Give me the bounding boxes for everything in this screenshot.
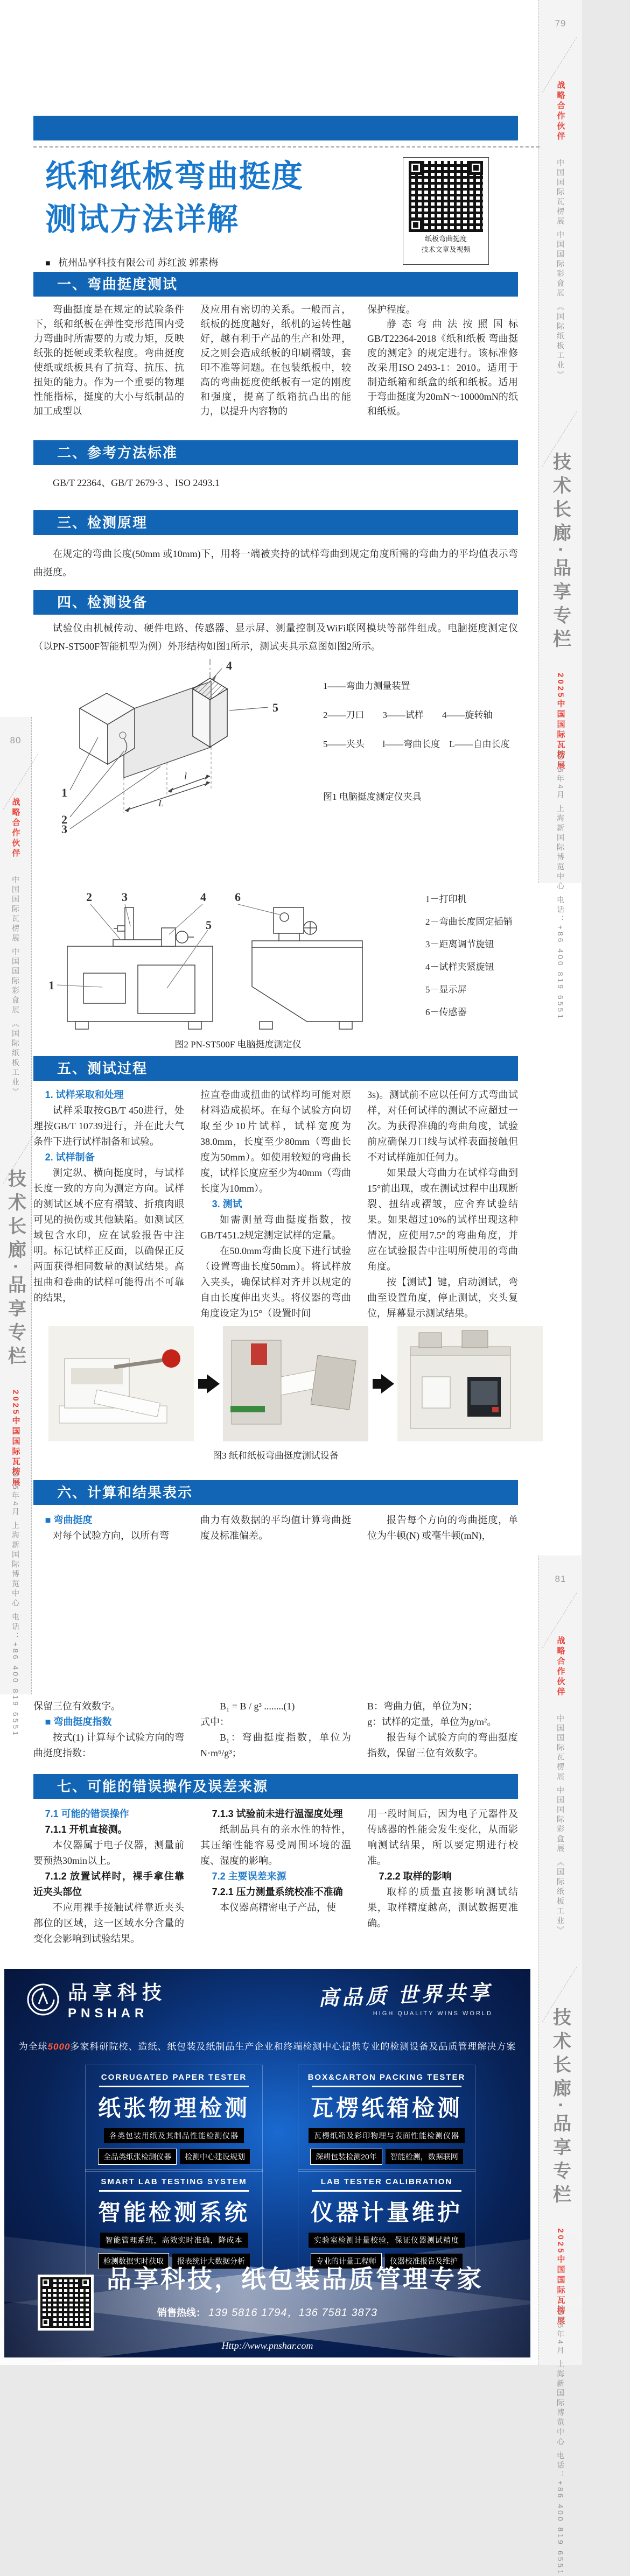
qr-caption-1: 纸板弯曲挺度 xyxy=(424,235,467,243)
paragraph: 1－打印机 xyxy=(425,894,467,904)
motto-cn: 高品质 世界共享 xyxy=(318,1981,493,2010)
pnshar-logo-icon xyxy=(26,1982,60,2017)
column-2 xyxy=(200,302,351,419)
column-2 xyxy=(200,1087,351,1321)
column-3 xyxy=(367,1806,518,1947)
qr-eye-icon xyxy=(40,2277,51,2288)
page-number: 80 xyxy=(10,735,22,745)
section-7-body xyxy=(33,1806,518,1947)
title-line-1: 纸和纸板弯曲挺度 xyxy=(45,159,304,194)
card-tag: 仪器校准报告及维护 xyxy=(385,2254,463,2269)
tagline-suffix: 多家科研院校、造纸、纸包装及纸制品生产企业和终端检测中心提供专业的检测设备及品质管理解决方案 xyxy=(70,2042,516,2052)
svg-text:l: l xyxy=(184,771,187,782)
author-text: 杭州品享科技有限公司 苏红波 郭素梅 xyxy=(58,257,219,268)
paragraph: 如果最大弯曲力在试样弯曲到15°前出现，或在测试过程中出现断裂、扭结或褶皱，应舍弃试验结果。如果超过10%的试样出现这种情况，应使用7.5°的弯曲角度，并应在试验报告中注明所使用的弯曲角度。 xyxy=(367,1167,518,1272)
paragraph: 如需测量弯曲挺度指数，按GB/T451.2规定测定试样的定量。 xyxy=(200,1214,351,1241)
column-title: 技术长廊·品享专栏 xyxy=(5,1169,26,1370)
paragraph: 7.1 可能的错误操作 xyxy=(45,1808,129,1819)
paragraph: 7.2.1 压力测量系统校准不准确 xyxy=(212,1887,343,1897)
brand-motto xyxy=(318,1979,493,2017)
column-3 xyxy=(367,1699,518,1761)
column-1 xyxy=(33,302,184,419)
ad-tagline xyxy=(4,2039,530,2052)
tagline-prefix: 为全球 xyxy=(18,2042,48,2052)
paragraph: ■ 弯曲挺度指数 xyxy=(45,1716,112,1727)
svg-text:5: 5 xyxy=(272,701,278,714)
ad-slogan: 品享科技，纸包装品质管理专家 xyxy=(107,2265,484,2293)
svg-text:2: 2 xyxy=(61,813,67,826)
paragraph: 式中： xyxy=(200,1716,229,1727)
column-3 xyxy=(367,1512,518,1544)
paragraph: 按式(1) 计算每个试验方向的弯曲挺度指数： xyxy=(33,1732,184,1758)
card-title-en: SMART LAB TESTING SYSTEM xyxy=(101,2177,247,2186)
paragraph: ■ 弯曲挺度 xyxy=(45,1515,93,1525)
column-1 xyxy=(33,1087,184,1321)
page-number: 79 xyxy=(555,18,566,29)
dashed-separator xyxy=(33,146,540,147)
brand-logo xyxy=(26,1977,167,2021)
figure-3-photo-strip xyxy=(33,1325,518,1442)
ad-card-paper-tester xyxy=(85,2065,263,2172)
advertisement xyxy=(4,1969,530,2357)
svg-text:3: 3 xyxy=(122,890,128,904)
figure-2-legend xyxy=(425,888,528,1024)
paragraph: 静态弯曲法按照国标GB/T22364-2018《纸和纸板 弯曲挺度的测定》的规定进行。该标准修改采用ISO 2493-1：2010。适用于制造纸箱和纸盒的纸和纸板。适用于弯曲挺度为20mN～10000mN的纸和纸板。 xyxy=(367,319,518,417)
paragraph: 3－距离调节旋钮 xyxy=(425,939,494,949)
figure-1-clamp-diagram xyxy=(48,656,307,836)
card-tags xyxy=(89,2149,259,2165)
column-3 xyxy=(367,302,518,419)
column-1 xyxy=(33,1699,184,1761)
paragraph: 3. 测试 xyxy=(212,1199,242,1209)
hotline-numbers: 139 5816 1794，136 7581 3873 xyxy=(208,2307,377,2319)
paragraph: 6－传感器 xyxy=(425,1007,467,1017)
card-description: 实验室检测计量校验，保证仪器测试精度 xyxy=(309,2233,465,2248)
card-title-cn: 仪器计量维护 xyxy=(310,2200,463,2225)
expo-title: 2025中国国际瓦楞展 xyxy=(11,1390,20,1488)
column-title: 技术长廊·品享专栏 xyxy=(550,2008,571,2209)
section-heading-2: 二、参考方法标准 xyxy=(33,440,518,465)
column-2 xyxy=(200,1699,351,1761)
svg-text:3: 3 xyxy=(61,822,67,836)
figure-2-instrument-drawing xyxy=(38,876,415,1033)
paragraph: 本仪器高精密电子产品，使 xyxy=(220,1902,336,1913)
paragraph: 拉直卷曲或扭曲的试样均可能对原材料造成损坏。在每个试验方向切取至少10片试样，试样宽度为38.0mm，长度至少80mm（弯曲长度为50mm）。如使用较短的弯曲长度，试样长度应至少为40mm（弯曲长度为10mm）。 xyxy=(200,1089,352,1194)
page-number: 81 xyxy=(555,1574,566,1584)
column-2 xyxy=(200,1806,351,1947)
section-3-body: 在规定的弯曲长度(50mm 或10mm)下，用将一端被夹持的试样弯曲到规定角度所需的弯曲力的平均值表示弯曲挺度。 xyxy=(33,548,518,578)
paragraph: 曲力有效数据的平均值计算弯曲挺度及标准偏差。 xyxy=(200,1515,351,1541)
svg-text:5: 5 xyxy=(206,918,212,932)
brand-name-en: PNSHAR xyxy=(68,2006,149,2021)
paragraph: 4－试样夹紧旋钮 xyxy=(425,962,494,972)
paragraph: 弯曲挺度是在规定的试验条件下，纸和纸板在弹性变形范围内受力弯曲时所需要的力或力矩，反映纸张的挺硬或柔软程度。弯曲挺度使纸或纸板具有了抗弯、抗压、抗扭矩的能力。作为一个重要的物理性能指标，挺度的大小与纸制品的加工成型以 xyxy=(33,304,184,417)
paragraph: 2. 试样制备 xyxy=(45,1152,95,1163)
motto-en: HIGH QUALITY WINS WORLD xyxy=(373,2010,493,2017)
title-line-2: 测试方法详解 xyxy=(45,202,240,237)
partner-label: 战略合作伙伴 xyxy=(556,81,565,142)
paragraph: 7.1.2 放置试样时，裸手拿住靠近夹头部位 xyxy=(33,1871,184,1897)
section-6-body-b xyxy=(33,1699,518,1761)
card-tag: 智能检测，数据联网 xyxy=(386,2149,463,2164)
paragraph: 取样的质量直接影响测试结果，取样精度越高，测试数据更准确。 xyxy=(367,1887,518,1929)
column-1 xyxy=(33,1512,184,1544)
paragraph: 保留三位有效数字。 xyxy=(33,1701,121,1712)
section-heading-5: 五、测试过程 xyxy=(33,1056,518,1081)
section-2-body: GB/T 22364、GB/T 2679·3 、ISO 2493.1 xyxy=(53,477,220,488)
paragraph: 保护程度。 xyxy=(367,304,416,315)
section-heading-4: 四、检测设备 xyxy=(33,590,518,615)
section-1-body xyxy=(33,302,518,419)
qr-caption-2: 技术文章及视频 xyxy=(421,245,471,254)
partner-label: 战略合作伙伴 xyxy=(11,798,20,859)
tagline-number: 5000 xyxy=(47,2042,71,2052)
paragraph: 按【测试】键，启动测试，弯曲至设置角度，停止测试，夹头复位，屏幕显示测试结果。 xyxy=(367,1277,518,1319)
paragraph: 本仪器属于电子仪器，测量前要预热30min以上。 xyxy=(33,1840,184,1866)
card-rule xyxy=(312,2190,461,2192)
card-tag: 全品类纸张检测仪器 xyxy=(98,2149,177,2165)
paragraph: 5——夹头 l——弯曲长度 L——自由长度 xyxy=(323,739,510,749)
paragraph: 7.1.1 开机直接测。 xyxy=(45,1824,128,1835)
card-rule xyxy=(99,2086,249,2087)
brand-name-cn: 品享科技 xyxy=(68,1981,167,2003)
paragraph: 7.2 主要误差来源 xyxy=(212,1871,286,1882)
card-tag: 检测中心建设规划 xyxy=(180,2149,250,2164)
section-heading-3: 三、检测原理 xyxy=(33,510,518,535)
paragraph: B₁：弯曲挺度指数，单位为N·m⁶/g³； xyxy=(200,1732,351,1758)
card-title-en: BOX&CARTON PACKING TESTER xyxy=(307,2073,466,2082)
paragraph: 3s)。测试前不应以任何方式弯曲试样，对任何试样的测试不应超过一次。为获得准确的弯曲角度，试验前应确保刀口线与试样表面接触但不对试样施加任何力。 xyxy=(367,1089,518,1163)
qr-eye-icon xyxy=(469,161,483,175)
card-tag: 报表统计大数据分析 xyxy=(172,2254,250,2269)
card-rule xyxy=(99,2190,249,2192)
paragraph: 报告每个方向的弯曲挺度，单位为牛顿(N) 或毫牛顿(mN)， xyxy=(367,1515,518,1541)
paragraph: B₁ = B / g³ ........(1) xyxy=(220,1701,295,1712)
partner-orgs: 中国国际瓦楞展 中国国际彩盒展 《国际纸板工业》 xyxy=(11,876,20,1097)
paragraph: g：试样的定量，单位为g/m²。 xyxy=(367,1716,497,1727)
paragraph: 7.1.3 试验前未进行温湿度处理 xyxy=(212,1808,343,1819)
article-title xyxy=(45,155,401,241)
svg-text:4: 4 xyxy=(226,659,232,672)
paragraph: 1——弯曲力测量装置 xyxy=(323,681,410,691)
author-line xyxy=(45,255,218,269)
section-5-body xyxy=(33,1087,518,1321)
section-heading-6: 六、计算和结果表示 xyxy=(33,1480,518,1505)
sidebar-page-80 xyxy=(0,717,32,1737)
svg-text:2: 2 xyxy=(86,890,92,904)
svg-text:L: L xyxy=(158,798,164,808)
svg-text:1: 1 xyxy=(48,979,54,992)
figure-1-legend xyxy=(323,672,522,759)
square-bullet-icon: ■ xyxy=(45,259,51,268)
paragraph: 报告每个试验方向的弯曲挺度指数，保留三位有效数字。 xyxy=(367,1732,518,1758)
figure-3-caption: 图3 纸和纸板弯曲挺度测试设备 xyxy=(213,1451,339,1461)
ad-hotline xyxy=(4,2304,530,2319)
partner-orgs: 中国国际瓦楞展 中国国际彩盒展 《国际纸板工业》 xyxy=(556,1714,565,1936)
section-heading-1: 一、弯曲挺度测试 xyxy=(33,272,518,297)
card-description: 瓦楞纸箱及彩印物理与表面性能检测仪器 xyxy=(309,2128,465,2143)
expo-info: 2025年4月 上海新国际博览中心 电话：+86 400 819 6551 xyxy=(11,1466,20,1737)
partner-label: 战略合作伙伴 xyxy=(556,1636,565,1698)
paragraph: 2－弯曲长度固定插销 xyxy=(425,917,513,927)
paragraph: 5－显示屏 xyxy=(425,984,467,995)
figure-1-caption: 图1 电脑挺度测定仪夹具 xyxy=(323,792,422,802)
paragraph: 在50.0mm弯曲长度下进行试验（设置弯曲长度50mm）。将试样放入夹头，确保试样对齐并以规定的自由长度伸出夹头。将仪器的弯曲角度设定为15°（设置时间 xyxy=(200,1245,351,1319)
svg-text:4: 4 xyxy=(200,890,206,904)
top-accent-bar xyxy=(33,116,518,140)
expo-info: 2025年4月 上海新国际博览中心 电话：+86 400 819 6551 xyxy=(556,749,565,1020)
qr-eye-icon xyxy=(409,218,423,232)
svg-text:6: 6 xyxy=(235,890,241,904)
sidebar-page-79 xyxy=(538,0,582,1020)
card-title-en: LAB TESTER CALIBRATION xyxy=(320,2177,453,2186)
expo-title: 2025中国国际瓦楞展 xyxy=(556,2228,565,2327)
expo-title: 2025中国国际瓦楞展 xyxy=(556,673,565,771)
ad-url: Http://www.pnshar.com xyxy=(221,2340,313,2351)
card-rule xyxy=(312,2086,461,2087)
paragraph: 7.2.2 取样的影响 xyxy=(379,1871,452,1882)
paragraph: B：弯曲力值，单位为N； xyxy=(367,1701,478,1712)
partner-orgs: 中国国际瓦楞展 中国国际彩盒展 《国际纸板工业》 xyxy=(556,159,565,381)
paragraph: 不应用裸手接触试样靠近夹头部位的区域，这一区域水分含量的变化会影响到试验结果。 xyxy=(33,1902,184,1944)
card-tag: 检测数据实时获取 xyxy=(98,2253,169,2269)
article-qr-block xyxy=(403,157,489,265)
paragraph: 对每个试验方向，以所有弯 xyxy=(53,1530,169,1541)
card-tag: 深耕包装检测20年 xyxy=(310,2149,382,2165)
svg-text:1: 1 xyxy=(61,786,67,799)
card-title-cn: 纸张物理检测 xyxy=(97,2095,250,2121)
section-4-body: 试验仪由机械传动、硬件电路、传感器、显示屏、测量控制及WiFi联网模块等部件组成。电脑挺度测定仪（以PN-ST500F智能机型为例）外形结构如图1所示，测试夹具示意图如图2所示。 xyxy=(33,623,518,652)
paragraph: 试样采取按GB/T 450进行，处理按GB/T 10739进行，并在此大气条件下进行试样制备和试验。 xyxy=(33,1105,184,1147)
paragraph: 及应用有密切的关系。一般而言，纸板的挺度越好，纸机的运转性越好，越有利于产品的生产和处理，反之则会造成纸板的印刷褶皱，套印不准等问题。在包装纸板中，较高的弯曲挺度使纸板有一定的刚度和强度，提高了纸箱抗凸出的能力，以提升内容物的 xyxy=(200,304,351,417)
card-description: 各类包装用纸及其制品性能检测仪器 xyxy=(104,2128,244,2143)
column-title: 技术长廊·品享专栏 xyxy=(550,452,571,653)
section-heading-7: 七、可能的错误操作及误差来源 xyxy=(33,1774,518,1799)
column-1 xyxy=(33,1806,184,1947)
paragraph: 2——刀口 3——试样 4——旋转轴 xyxy=(323,710,493,720)
card-description: 智能管理系统，高效实时准确，降成本 xyxy=(100,2233,248,2248)
qr-eye-icon xyxy=(409,161,423,175)
section-6-body-a xyxy=(33,1512,518,1544)
figure-2-caption: 图2 PN-ST500F 电脑挺度测定仪 xyxy=(174,1039,302,1050)
card-title-cn: 瓦楞纸箱检测 xyxy=(310,2095,463,2121)
paragraph: 纸制品具有的亲水性的特性，其压缩性能容易受周围环境的温度、湿度的影响。 xyxy=(200,1824,351,1866)
card-title-en: CORRUGATED PAPER TESTER xyxy=(101,2073,247,2082)
paragraph: 测定纵、横向挺度时，与试样长度一致的方向为测定方向。试样的测试区域不应有褶皱、折痕肉眼可见的损伤或其他缺陷。如测试区域包含水印，应在试验报告中注明。标记试样正反面，以确保正反两面获得相同数量的测试结果。高扭曲和卷曲的试样可能得出不可靠的结果， xyxy=(33,1167,184,1303)
card-tag: 专业的计量工程师 xyxy=(311,2253,382,2269)
card-tags xyxy=(302,2149,472,2165)
qr-code xyxy=(409,161,483,232)
hotline-label: 销售热线： xyxy=(157,2307,206,2318)
column-3 xyxy=(367,1087,518,1321)
column-2 xyxy=(200,1512,351,1544)
paragraph: 1. 试样采取和处理 xyxy=(45,1089,124,1100)
ad-card-carton-tester xyxy=(298,2065,475,2172)
expo-info: 2025年4月 上海新国际博览中心 电话：+86 400 819 6551 xyxy=(556,2305,565,2576)
paragraph: 用一段时间后，因为电子元器件及传感器的性能会发生变化，从而影响测试结果，所以要定期进行校准。 xyxy=(367,1808,518,1866)
card-title-cn: 智能检测系统 xyxy=(97,2200,250,2225)
